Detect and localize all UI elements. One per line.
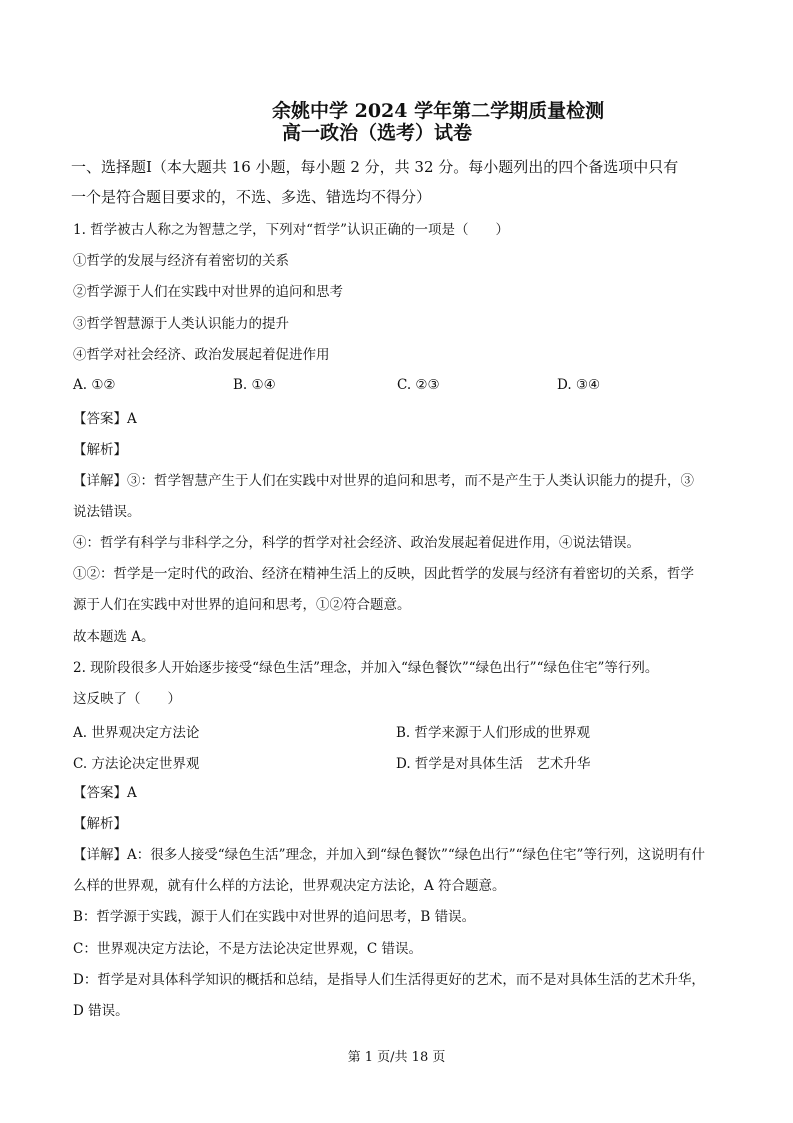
q1-detail-line4: ①②：哲学是一定时代的政治、经济在精神生活上的反映，因此哲学的发展与经济有着密切的关系，哲学: [73, 566, 694, 582]
q1-statement-4: ④哲学对社会经济、政治发展起着促进作用: [73, 347, 330, 363]
q1-option-c: C. ②③: [397, 377, 440, 393]
q2-option-b: B. 哲学来源于人们形成的世界观: [396, 725, 591, 741]
q2-detail-line6: D 错误。: [73, 1003, 129, 1019]
q1-detail-line2: 说法错误。: [73, 504, 141, 520]
q1-detail-line1: 【详解】③：哲学智慧产生于人们在实践中对世界的追问和思考，而不是产生于人类认识能力的提升，③: [73, 473, 694, 489]
q2-detail-line4: C：世界观决定方法论，不是方法论决定世界观，C 错误。: [73, 941, 422, 957]
q2-detail-line2: 么样的世界观，就有什么样的方法论，世界观决定方法论，A 符合题意。: [73, 878, 506, 894]
q1-option-a: A. ①②: [73, 377, 116, 393]
q2-option-d: D. 哲学是对具体生活 艺术升华: [396, 756, 591, 772]
q2-option-c: C. 方法论决定世界观: [73, 756, 200, 772]
q1-option-b: B. ①④: [233, 377, 276, 393]
q2-answer: 【答案】A: [73, 785, 137, 801]
page-title-line2: 高一政治（选考）试卷: [282, 122, 473, 144]
page-number: 第 1 页/共 18 页: [347, 1050, 446, 1065]
q1-statement-3: ③哲学智慧源于人类认识能力的提升: [73, 316, 289, 332]
q1-statement-1: ①哲学的发展与经济有着密切的关系: [73, 253, 289, 269]
q2-option-a: A. 世界观决定方法论: [73, 725, 200, 741]
q2-stem-line1: 2. 现阶段很多人开始逐步接受“绿色生活”理念，并加入“绿色餐饮”“绿色出行”“绿色住宅”等行列。: [73, 660, 659, 676]
q1-statement-2: ②哲学源于人们在实践中对世界的追问和思考: [73, 284, 343, 300]
q2-detail-line1: 【详解】A：很多人接受“绿色生活”理念，并加入到“绿色餐饮”“绿色出行”“绿色住宅”等行列，这说明有什: [73, 847, 705, 863]
q1-stem: 1. 哲学被古人称之为智慧之学，下列对“哲学”认识正确的一项是（ ）: [73, 222, 509, 238]
section-heading-line2: 一个是符合题目要求的，不选、多选、错选均不得分）: [71, 188, 432, 206]
q2-detail-line5: D：哲学是对具体科学知识的概括和总结，是指导人们生活得更好的艺术，而不是对具体生活的艺术升华，: [73, 972, 705, 988]
q2-detail-line3: B：哲学源于实践，源于人们在实践中对世界的追问思考，B 错误。: [73, 909, 476, 925]
q1-conclusion: 故本题选 A。: [73, 629, 155, 645]
page-title-line1: 余姚中学 2024 学年第二学期质量检测: [272, 100, 605, 122]
q1-answer: 【答案】A: [73, 411, 137, 427]
q1-option-d: D. ③④: [557, 377, 601, 393]
section-heading-line1: 一、选择题Ⅰ（本大题共 16 小题，每小题 2 分，共 32 分。每小题列出的四个备选项中只有: [71, 158, 679, 176]
q1-analysis-label: 【解析】: [73, 442, 127, 458]
q2-analysis-label: 【解析】: [73, 816, 127, 832]
q1-detail-line5: 源于人们在实践中对世界的追问和思考，①②符合题意。: [73, 597, 411, 613]
q1-detail-line3: ④：哲学有科学与非科学之分，科学的哲学对社会经济、政治发展起着促进作用，④说法错误。: [73, 535, 640, 551]
q2-stem-line2: 这反映了（ ）: [73, 691, 181, 707]
